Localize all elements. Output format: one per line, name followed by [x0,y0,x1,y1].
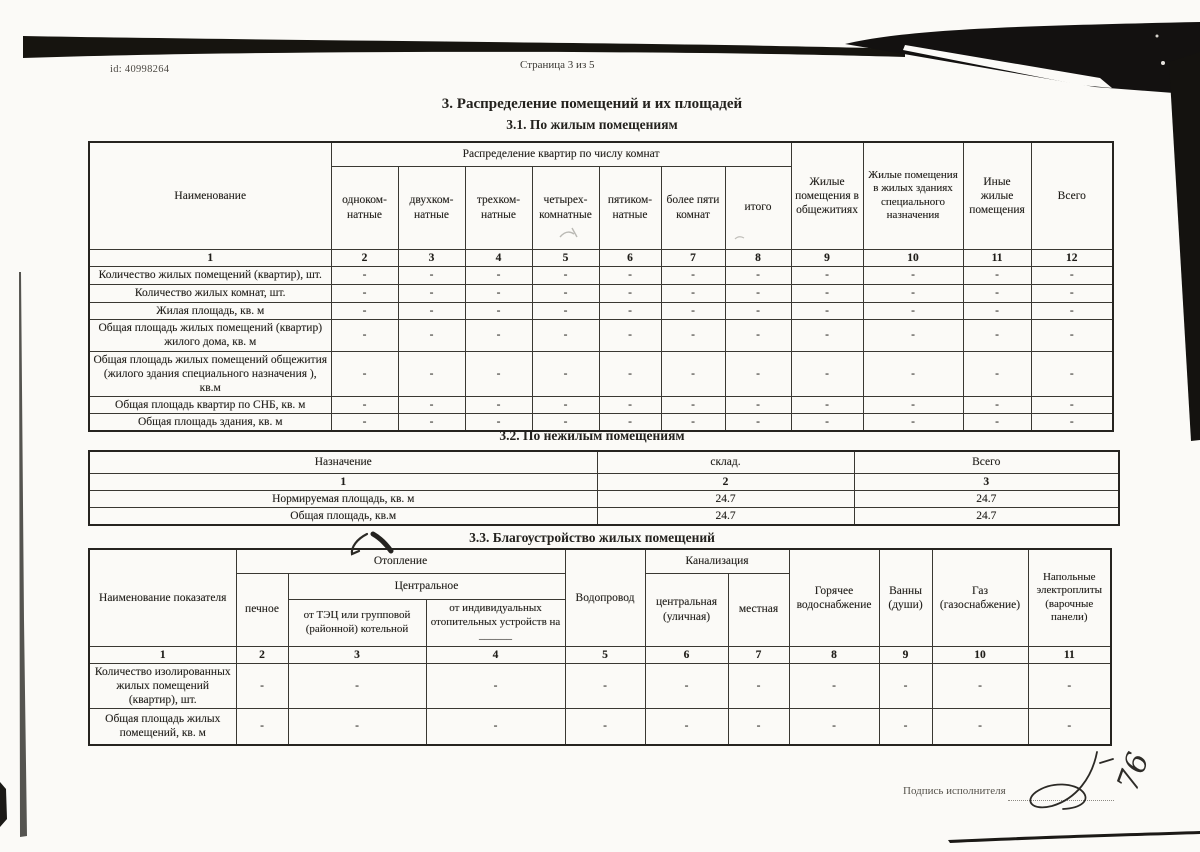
table33-value-cell: - [426,708,565,745]
table33-column-number: 5 [565,646,645,663]
table31-value-cell: - [398,396,465,413]
table31-column-number: 5 [532,249,599,266]
table33-bath-header: Ванны (души) [879,549,932,646]
table31-value-cell: - [532,319,599,351]
table31-value-cell: - [863,351,963,396]
table32-column-number: 3 [854,473,1119,490]
table31-value-cell: - [863,413,963,431]
table31-value-cell: - [725,351,791,396]
table33-column-number: 9 [879,646,932,663]
table31-value-cell: - [599,351,661,396]
table33-floor-stoves-header: Напольные электроплиты (варочные панели) [1028,549,1111,646]
table31-row-label: Общая площадь здания, кв. м [89,413,331,431]
table31-value-cell: - [532,302,599,319]
table31-row-label: Общая площадь квартир по СНБ, кв. м [89,396,331,413]
table33-value-cell: - [565,663,645,708]
table31-row-label: Общая площадь жилых помещений (квартир) жилого дома, кв. м [89,319,331,351]
table31-value-cell: - [331,284,398,302]
table31-column-number: 2 [331,249,398,266]
table33-gas-header: Газ (газоснабжение) [932,549,1028,646]
table31-value-cell: - [599,319,661,351]
table31-value-cell: - [863,284,963,302]
table32-header-purpose: Назначение [89,451,597,473]
table31-row-label: Общая площадь жилых помещений общежития (жилого здания специального назначения ), кв.м [89,351,331,396]
table31-value-cell: - [331,351,398,396]
table33-column-number: 6 [645,646,728,663]
table31-value-cell: - [791,319,863,351]
table33-column-number: 10 [932,646,1028,663]
table31-value-cell: - [1031,302,1113,319]
table33-value-cell: - [932,708,1028,745]
table33-value-cell: - [879,663,932,708]
table32-column-number: 2 [597,473,854,490]
amenities-table [88,548,1112,746]
table33-value-cell: - [645,663,728,708]
table31-value-cell: - [963,319,1031,351]
table31-column-number: 8 [725,249,791,266]
table31-value-cell: - [532,396,599,413]
table33-value-cell: - [288,708,426,745]
table33-water-header: Водопровод [565,549,645,646]
table33-value-cell: - [288,663,426,708]
table31-column-number: 4 [465,249,532,266]
table31-header-row-1 [89,142,1113,166]
table31-value-cell: - [465,396,532,413]
table31-value-cell: - [398,302,465,319]
table33-name-header: Наименование показателя [89,549,236,646]
table33-central-heating-header: Центральное [288,573,565,599]
table31-value-cell: - [532,351,599,396]
table33-value-cell: - [426,663,565,708]
table32-row-label: Общая площадь, кв.м [89,507,597,525]
table33-stove-heating-header: печное [236,573,288,646]
scan-bottom-left-mark [0,782,7,827]
table31-data-row [89,284,1113,302]
table31-column-number: 3 [398,249,465,266]
table31-value-cell: - [398,413,465,431]
table32-value-cell: 24.7 [597,507,854,525]
handwritten-page-number: 76 [1110,747,1157,796]
table33-value-cell: - [236,663,288,708]
scan-speck [1161,61,1165,65]
table31-value-cell: - [532,284,599,302]
table31-value-cell: - [532,266,599,284]
table31-value-cell: - [725,396,791,413]
table31-header-subtotal: итого [725,166,791,249]
table33-hot-water-header: Горячее водоснабжение [789,549,879,646]
table31-value-cell: - [398,351,465,396]
table31-value-cell: - [1031,413,1113,431]
non-residential-premises-table [88,450,1120,526]
table33-column-number: 3 [288,646,426,663]
table31-value-cell: - [599,266,661,284]
table31-value-cell: - [465,351,532,396]
table31-header-other: Иные жилые помещения [963,142,1031,249]
table31-value-cell: - [465,319,532,351]
table31-value-cell: - [1031,396,1113,413]
table31-value-cell: - [725,284,791,302]
table31-value-cell: - [661,319,725,351]
scan-bottom-right-line [948,831,1200,843]
table31-column-number: 1 [89,249,331,266]
scan-top-band [23,36,905,58]
table33-column-number: 11 [1028,646,1111,663]
table31-header-5room: пятиком-натные [599,166,661,249]
table31-value-cell: - [1031,319,1113,351]
table33-value-cell: - [932,663,1028,708]
table31-value-cell: - [661,413,725,431]
table31-value-cell: - [331,396,398,413]
table31-value-cell: - [1031,266,1113,284]
table31-group-header: Распределение квартир по числу комнат [331,142,791,166]
table31-value-cell: - [661,396,725,413]
table33-numbering-row [89,646,1111,663]
table33-value-cell: - [1028,663,1111,708]
table33-value-cell: - [789,708,879,745]
table31-value-cell: - [725,302,791,319]
table32-data-row [89,507,1119,525]
table33-sewer-group-header: Канализация [645,549,789,573]
table31-value-cell: - [1031,351,1113,396]
table31-numbering-row [89,249,1113,266]
table31-header-4room: четырех-комнатные [532,166,599,249]
table31-value-cell: - [465,413,532,431]
table31-value-cell: - [661,351,725,396]
table31-data-row [89,396,1113,413]
table31-value-cell: - [725,319,791,351]
table31-value-cell: - [331,302,398,319]
table31-value-cell: - [661,302,725,319]
table32-header-total: Всего [854,451,1119,473]
table31-value-cell: - [398,319,465,351]
table31-data-row [89,266,1113,284]
table31-header-special-buildings: Жилые помещения в жилых зданиях специального назначения [863,142,963,249]
table31-data-row [89,351,1113,396]
table31-column-number: 7 [661,249,725,266]
table31-row-label: Жилая площадь, кв. м [89,302,331,319]
table33-value-cell: - [236,708,288,745]
table31-value-cell: - [331,413,398,431]
table33-value-cell: - [1028,708,1111,745]
table33-value-cell: - [728,708,789,745]
table33-column-number: 1 [89,646,236,663]
table31-value-cell: - [963,396,1031,413]
table31-value-cell: - [661,284,725,302]
table31-value-cell: - [791,351,863,396]
table31-value-cell: - [725,266,791,284]
table31-value-cell: - [791,413,863,431]
table33-heating-group-header: Отопление [236,549,565,573]
table31-header-1room: одноком-натные [331,166,398,249]
table33-row-label: Общая площадь жилых помещений, кв. м [89,708,236,745]
table31-value-cell: - [661,266,725,284]
table31-value-cell: - [398,266,465,284]
table31-value-cell: - [599,284,661,302]
subsection-title-33: 3.3. Благоустройство жилых помещений [469,530,715,545]
table31-value-cell: - [599,413,661,431]
table31-column-number: 10 [863,249,963,266]
table31-value-cell: - [532,413,599,431]
table31-value-cell: - [331,319,398,351]
table33-data-row [89,708,1111,745]
table32-data-row [89,490,1119,507]
table33-central-chp-header: от ТЭЦ или групповой (районной) котельной [288,599,426,646]
scan-left-hairline [19,272,27,837]
table33-value-cell: - [728,663,789,708]
table31-header-total: Всего [1031,142,1113,249]
table33-value-cell: - [645,708,728,745]
table31-value-cell: - [599,302,661,319]
table33-header-row-1 [89,549,1111,573]
table31-value-cell: - [791,396,863,413]
table31-value-cell: - [863,302,963,319]
page-indicator: Страница 3 из 5 [520,59,595,71]
section-title: 3. Распределение помещений и их площадей [441,96,743,112]
subsection-title-31: 3.1. По жилым помещениям [506,117,678,132]
table33-column-number: 8 [789,646,879,663]
table31-value-cell: - [331,266,398,284]
table31-value-cell: - [863,266,963,284]
table31-value-cell: - [725,413,791,431]
table31-value-cell: - [1031,284,1113,302]
table33-row-label: Количество изолированных жилых помещений (квартир), шт. [89,663,236,708]
table32-value-cell: 24.7 [854,507,1119,525]
table31-value-cell: - [863,319,963,351]
table32-value-cell: 24.7 [597,490,854,507]
table33-column-number: 7 [728,646,789,663]
table33-central-individual-header: от индивидуальных отопительных устройств на ______ [426,599,565,646]
table32-value-cell: 24.7 [854,490,1119,507]
table31-value-cell: - [963,266,1031,284]
table31-value-cell: - [963,351,1031,396]
table31-header-2room: двухком-натные [398,166,465,249]
scan-speck [1156,35,1159,38]
table31-column-number: 12 [1031,249,1113,266]
table31-value-cell: - [465,302,532,319]
table31-column-number: 11 [963,249,1031,266]
table33-value-cell: - [565,708,645,745]
table31-data-row [89,302,1113,319]
table31-row-label: Количество жилых помещений (квартир), шт. [89,266,331,284]
table31-value-cell: - [398,284,465,302]
table32-column-number: 1 [89,473,597,490]
table31-header-dorm: Жилые помещения в общежитиях [791,142,863,249]
table31-column-number: 9 [791,249,863,266]
table31-value-cell: - [791,266,863,284]
table31-value-cell: - [791,302,863,319]
table31-value-cell: - [465,284,532,302]
table32-header-warehouse: склад. [597,451,854,473]
table33-sewer-local-header: местная [728,573,789,646]
table32-header-row [89,451,1119,473]
subsection-title-32: 3.2. По нежилым помещениям [499,428,685,443]
table31-value-cell: - [963,413,1031,431]
executor-signature-label: Подпись исполнителя [903,785,1006,797]
table33-sewer-central-header: центральная (уличная) [645,573,728,646]
table31-column-number: 6 [599,249,661,266]
table33-data-row [89,663,1111,708]
table32-row-label: Нормируемая площадь, кв. м [89,490,597,507]
document-id: id: 40998264 [110,64,170,75]
table31-header-more5: более пяти комнат [661,166,725,249]
table31-value-cell: - [465,266,532,284]
table31-header-3room: трехком-натные [465,166,532,249]
table31-value-cell: - [963,302,1031,319]
residential-premises-table [88,141,1114,432]
scan-top-right-wedge [845,22,1200,95]
table33-column-number: 2 [236,646,288,663]
table33-value-cell: - [789,663,879,708]
table31-value-cell: - [963,284,1031,302]
table33-value-cell: - [879,708,932,745]
table33-column-number: 4 [426,646,565,663]
table31-name-header: Наименование [89,142,331,249]
table31-row-label: Количество жилых комнат, шт. [89,284,331,302]
table31-value-cell: - [791,284,863,302]
table31-data-row [89,319,1113,351]
scan-white-slash [903,45,1112,88]
table31-value-cell: - [599,396,661,413]
table31-value-cell: - [863,396,963,413]
table32-numbering-row [89,473,1119,490]
